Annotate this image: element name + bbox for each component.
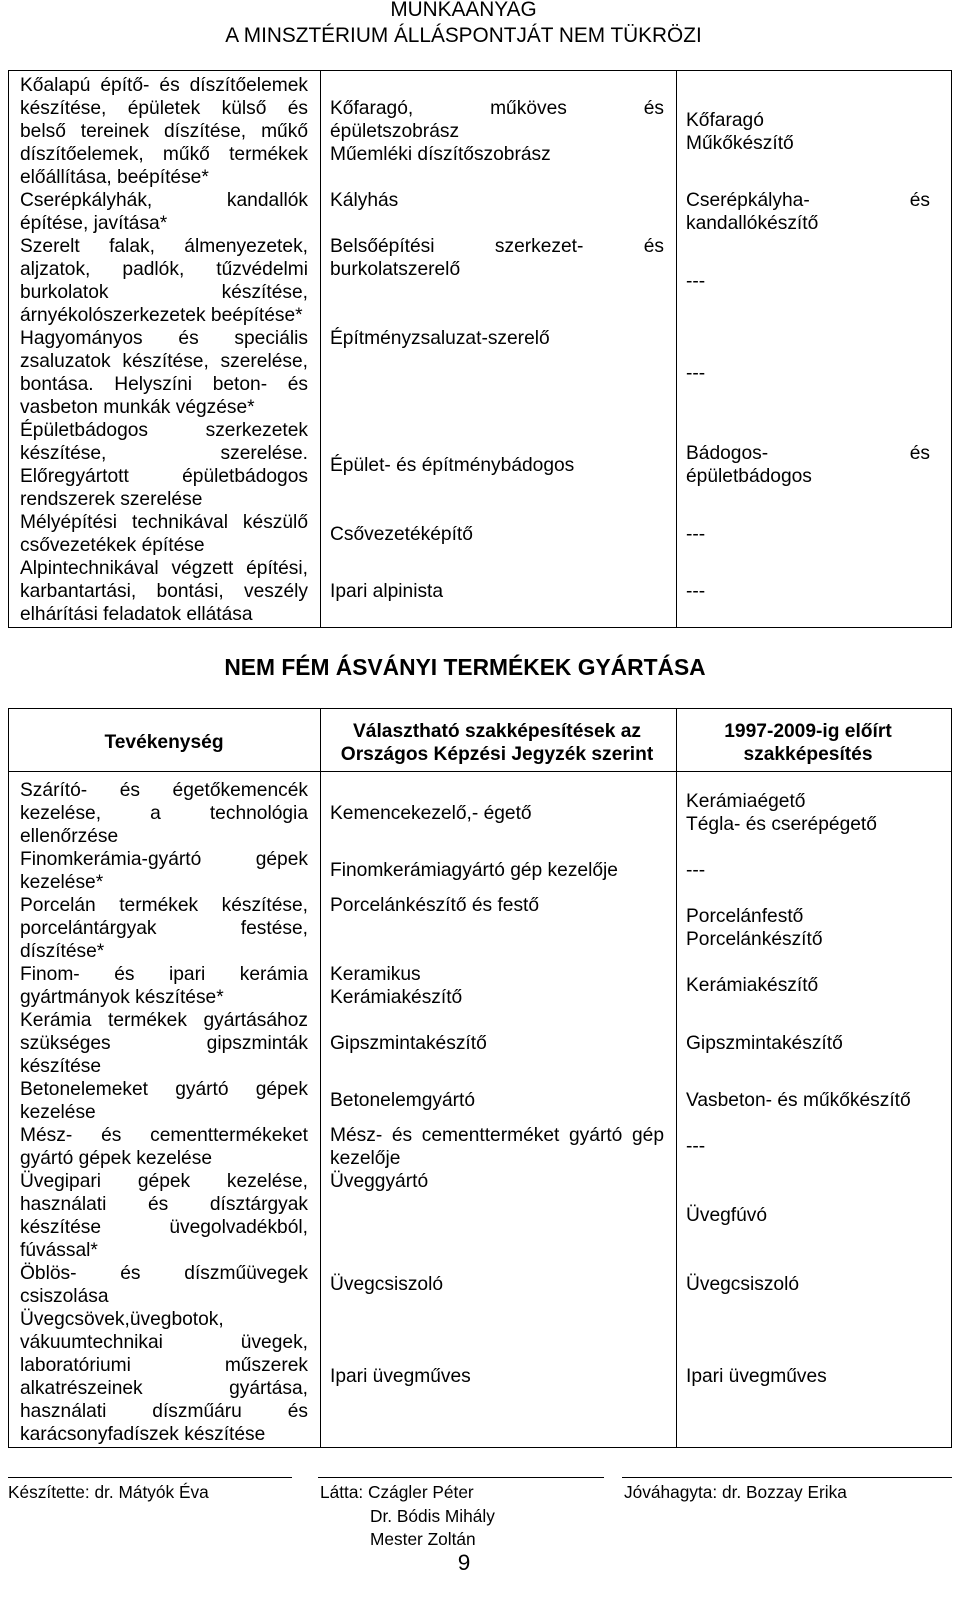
section-title: NEM FÉM ÁSVÁNYI TERMÉKEK GYÁRTÁSA [224,654,706,680]
qualification-1997-2009-line: Kerámiaégető [686,791,806,812]
activity-line: építése, javítása* [20,213,168,234]
activity-line: készítése, szerelése. [20,443,308,464]
signature-line [622,1477,952,1478]
activity-line: csiszolása [20,1285,109,1307]
prepared-by: Készítette: dr. Mátyók Éva [8,1482,209,1502]
qualification-1997-2009-line: --- [686,1136,706,1157]
reviewer-name: Mester Zoltán [370,1529,476,1549]
activity-line: rendszerek szerelése [20,489,203,510]
activity-line: elhárítási feladatok ellátása [20,604,253,625]
table-row [9,327,951,419]
activity-cell [9,511,320,557]
activity-line: alkatrészeinek gyártása, [20,1377,308,1399]
activity-line: Finom- és ipari kerámia [20,963,308,985]
qualification-1997-2009-cell [676,189,951,235]
okj-qualification-line: Finomkerámiagyártó gép kezelője [330,860,618,881]
okj-qualification-cell [320,1078,676,1124]
okj-qualification-cell [320,1308,676,1446]
qualification-1997-2009-line: épületbádogos [686,466,812,487]
header-okj-line: Országos Képzési Jegyzék szerint [340,743,654,765]
activity-line: Öblös- és díszműüvegek [20,1262,308,1284]
qualification-1997-2009-cell [676,74,951,189]
okj-qualification-line: Csővezetéképítő [330,523,473,545]
table-row [9,963,951,1009]
qualification-1997-2009-cell [676,1170,951,1262]
okj-qualification-line: épületszobrász [330,121,460,142]
activity-line: készítése [20,1055,102,1077]
table-row [9,894,951,963]
activity-line: Szárító- és égetőkemencék [20,779,308,801]
activity-line: kezelése, a technológia [20,802,308,824]
okj-qualification-line: Kemencekezelő,- égető [330,802,532,824]
qualification-1997-2009-line: Kőfaragó [686,109,764,131]
activity-line: Finomkerámia-gyártó gépek [20,848,308,870]
column-divider [676,709,677,1447]
okj-qualification-cell [320,74,676,189]
header-qualifications-1997-2009 [676,709,951,771]
qualification-1997-2009-line: Üvegcsiszoló [686,1274,800,1295]
qualification-1997-2009-cell [676,1262,951,1308]
activity-cell [9,848,320,894]
qualification-1997-2009-line: --- [686,581,706,602]
activity-line: gyártmányok készítése* [20,986,224,1008]
column-divider [676,71,677,627]
column-divider [320,709,321,1447]
qualification-1997-2009-cell [676,235,951,327]
activity-line: burkolatok készítése, [20,282,308,303]
okj-qualification-line: Kőfaragó, műköves és [330,98,664,119]
qualification-1997-2009-line: Cserépkályha- és [686,190,930,211]
okj-qualification-line: Porcelánkészítő és festő [330,894,540,916]
okj-qualification-line: Gipszmintakészítő [330,1032,487,1054]
okj-qualification-line: Műemléki díszítőszobrász [330,144,551,165]
activity-line: díszítése* [20,940,105,962]
okj-qualification-cell [320,327,676,419]
qualification-1997-2009-cell [676,557,951,626]
qualification-1997-2009-line: Porcelánkészítő [686,929,823,950]
activity-line: árnyékolószerkezetek beépítése* [20,305,303,326]
signature-line [8,1477,292,1478]
activity-cell [9,779,320,848]
table-row [9,419,951,511]
table-header-row [9,709,951,772]
okj-qualification-cell [320,235,676,327]
table-row [9,235,951,327]
qualification-1997-2009-cell [676,327,951,419]
activity-line: készítése üvegolvadékból, [20,1216,308,1238]
table-body [9,772,951,1447]
table-body [9,71,951,627]
qualification-1997-2009-line: --- [686,860,706,881]
activity-line: Porcelán termékek készítése, [20,894,308,916]
okj-qualification-line: Keramikus [330,963,421,985]
qualification-1997-2009-cell [676,779,951,848]
activity-line: belső tereinek díszítése, műkő [20,121,308,142]
okj-qualification-cell [320,1262,676,1308]
activity-line: bontása. Helyszíni beton- és [20,374,308,395]
activity-line: fúvással* [20,1239,98,1261]
construction-activities-table [8,70,952,628]
activity-cell [9,1262,320,1308]
activity-line: előállítása, beépítése* [20,167,209,188]
activity-line: zsaluzatok készítése, szerelése, [20,351,308,372]
header-okj-qualifications [320,709,676,771]
activity-line: szükséges gipszminták [20,1032,308,1054]
table-row [9,779,951,848]
activity-line: laboratóriumi műszerek [20,1354,308,1376]
activity-line: gyártó gépek kezelése [20,1147,212,1169]
okj-qualification-line: Ipari alpinista [330,581,444,602]
activity-cell [9,1078,320,1124]
header-activity [9,709,320,771]
okj-qualification-line: burkolatszerelő [330,259,461,280]
qualification-1997-2009-cell [676,419,951,511]
table-row [9,557,951,626]
activity-line: karbantartási, bontási, veszély [20,581,308,602]
activity-line: Kőalapú építő- és díszítőelemek [20,75,308,96]
activity-line: Előregyártott épületbádogos [20,466,308,487]
activity-line: vasbeton munkák végzése* [20,397,255,418]
activity-line: használati díszműáru és [20,1400,308,1422]
okj-qualification-line: Üveggyártó [330,1170,429,1192]
okj-qualification-line: Betonelemgyártó [330,1090,476,1111]
qualification-1997-2009-line: Tégla- és cserépégető [686,814,877,835]
qualification-1997-2009-line: Kerámiakészítő [686,975,819,996]
column-divider [320,71,321,627]
activity-cell [9,74,320,189]
okj-qualification-line: Kályhás [330,190,399,211]
watermark-subtitle: A MINSZTÉRIUM ÁLLÁSPONTJÁT NEM TÜKRÖZI [225,24,702,47]
activity-line: kezelése [20,1101,96,1123]
okj-qualification-cell [320,779,676,848]
okj-qualification-line: Építményzsaluzat-szerelő [330,328,550,349]
table-row [9,511,951,557]
activity-line: Cserépkályhák, kandallók [20,190,308,211]
table-row [9,1009,951,1078]
table-row [9,1262,951,1308]
okj-qualification-cell [320,1124,676,1170]
table-row [9,74,951,189]
activity-line: Mélyépítési technikával készülő [20,512,308,533]
table-row [9,189,951,235]
activity-line: porcelántárgyak festése, [20,917,308,939]
reviewed-by: Látta: Czágler Péter [320,1482,474,1502]
signature-line [318,1477,604,1478]
activity-cell [9,1308,320,1446]
qualification-1997-2009-line: Porcelánfestő [686,906,804,927]
header-1997-2009-line: szakképesítés [743,743,873,765]
activity-line: Alpintechnikával végzett építési, [20,558,308,579]
qualification-1997-2009-cell [676,1308,951,1446]
non-metallic-minerals-table [8,708,952,1448]
activity-cell [9,235,320,327]
qualification-1997-2009-cell [676,511,951,557]
activity-cell [9,894,320,963]
okj-qualification-line: Belsőépítési szerkezet- és [330,236,664,257]
qualification-1997-2009-line: Üvegfúvó [686,1205,768,1226]
activity-line: aljzatok, padlók, tűzvédelmi [20,259,308,280]
table-row [9,1078,951,1124]
activity-cell [9,557,320,626]
okj-qualification-cell [320,511,676,557]
approved-by: Jóváhagyta: dr. Bozzay Erika [624,1482,847,1502]
okj-qualification-cell [320,419,676,511]
okj-qualification-line: kezelője [330,1147,401,1169]
qualification-1997-2009-line: kandallókészítő [686,213,819,234]
activity-line: vákuumtechnikai üvegek, [20,1331,308,1353]
activity-line: Kerámia termékek gyártásához [20,1009,308,1031]
activity-line: karácsonyfadíszek készítése [20,1423,266,1445]
reviewer-name: Dr. Bódis Mihály [370,1506,495,1526]
activity-line: kezelése* [20,871,104,893]
header-activity-label: Tevékenység [104,732,224,753]
activity-line: Üvegcsövek,üvegbotok, [20,1308,224,1330]
activity-cell [9,419,320,511]
okj-qualification-line: Ipari üvegműves [330,1366,471,1387]
okj-qualification-cell [320,189,676,235]
watermark-title: MUNKAANYAG [390,0,537,21]
okj-qualification-cell [320,963,676,1009]
okj-qualification-cell [320,557,676,626]
activity-line: Szerelt falak, álmenyezetek, [20,236,308,257]
activity-cell [9,1170,320,1262]
activity-cell [9,963,320,1009]
okj-qualification-line: Épület- és építménybádogos [330,454,575,476]
header-okj-line: Választható szakképesítések az [353,720,641,742]
activity-line: Mész- és cementtermékeket [20,1124,308,1146]
activity-cell [9,189,320,235]
activity-line: használati és dísztárgyak [20,1193,308,1215]
qualification-1997-2009-cell [676,848,951,894]
activity-line: készítése, épületek külső és [20,98,308,119]
okj-qualification-cell [320,1170,676,1262]
activity-line: Épületbádogos szerkezetek [20,420,308,441]
qualification-1997-2009-line: Bádogos- és [686,443,930,464]
okj-qualification-line: Mész- és cementterméket gyártó gép [330,1124,664,1146]
qualification-1997-2009-line: --- [686,362,706,384]
qualification-1997-2009-cell [676,1078,951,1124]
qualification-1997-2009-line: --- [686,270,706,292]
activity-line: Hagyományos és speciális [20,328,308,349]
qualification-1997-2009-line: Vasbeton- és műkőkészítő [686,1090,911,1111]
header-1997-2009-line: 1997-2009-ig előírt [724,720,892,742]
activity-line: Üvegipari gépek kezelése, [20,1170,308,1192]
activity-line: díszítőelemek, műkő termékek [20,144,308,165]
activity-cell [9,1124,320,1170]
activity-line: ellenőrzése [20,825,119,847]
table-row [9,1308,951,1446]
okj-qualification-cell [320,848,676,894]
activity-cell [9,1009,320,1078]
qualification-1997-2009-cell [676,963,951,1009]
okj-qualification-cell [320,894,676,963]
qualification-1997-2009-cell [676,1124,951,1170]
okj-qualification-cell [320,1009,676,1078]
table-row [9,848,951,894]
activity-line: csővezetékek építése [20,535,205,556]
okj-qualification-line: Kerámiakészítő [330,986,463,1008]
activity-line: Betonelemeket gyártó gépek [20,1078,308,1100]
table-row [9,1124,951,1170]
activity-cell [9,327,320,419]
table-row [9,1170,951,1262]
qualification-1997-2009-cell [676,894,951,963]
page-number: 9 [457,1550,471,1575]
okj-qualification-line: Üvegcsiszoló [330,1274,444,1295]
qualification-1997-2009-line: --- [686,523,706,545]
qualification-1997-2009-line: Gipszmintakészítő [686,1032,843,1054]
qualification-1997-2009-cell [676,1009,951,1078]
qualification-1997-2009-line: Műkőkészítő [686,132,794,154]
qualification-1997-2009-line: Ipari üvegműves [686,1366,827,1387]
